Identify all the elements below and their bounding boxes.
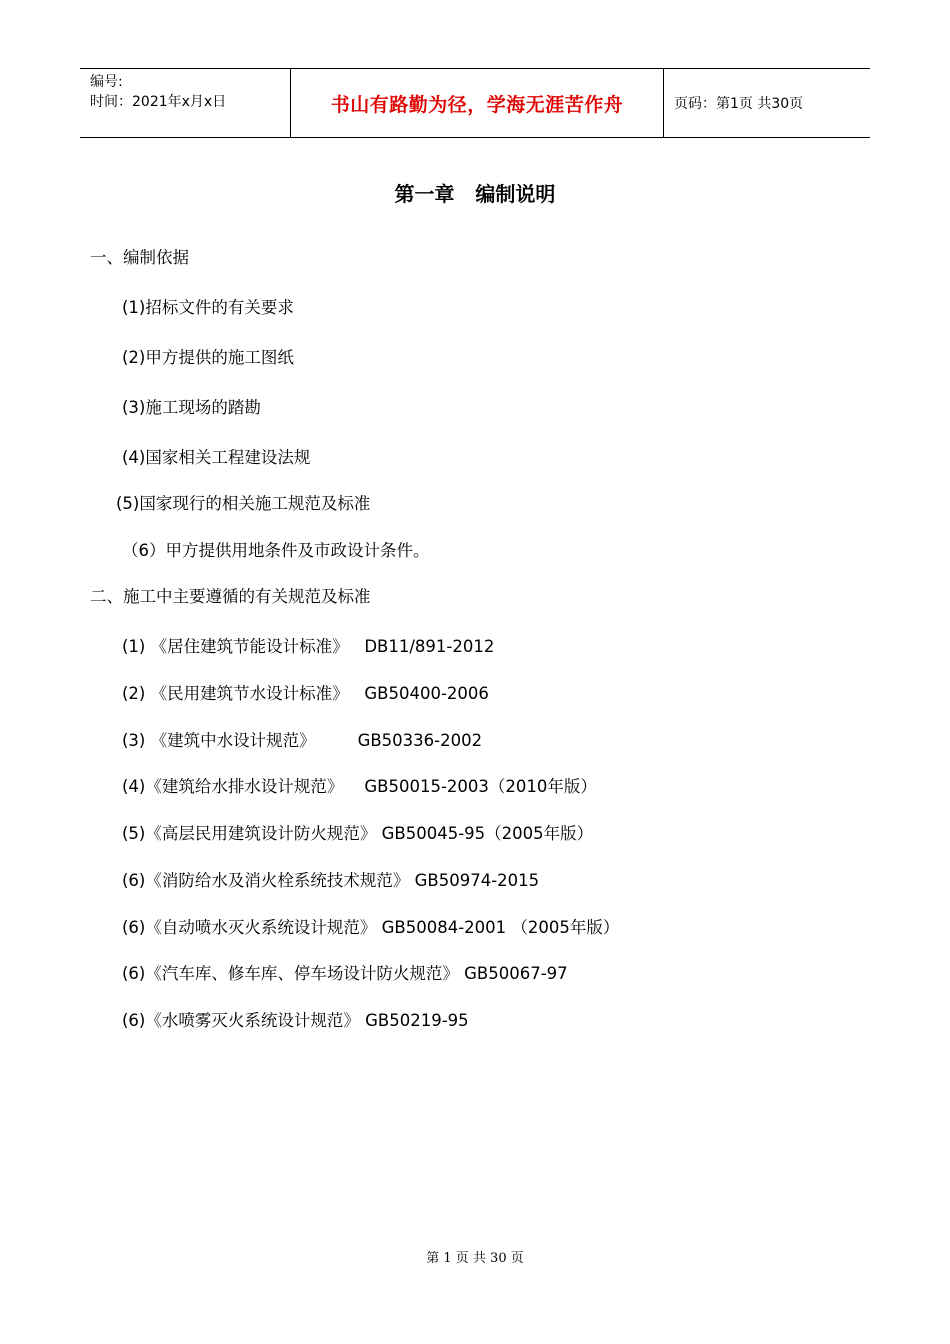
- header-page-info: 页码：第1页 共30页: [674, 96, 804, 112]
- section-heading-basis: 一、编制依据: [90, 248, 189, 267]
- standard-item: (2) 《民用建筑节水设计标准》 GB50400-2006: [122, 684, 489, 703]
- date-line: 时间：2021年x月x日: [90, 94, 227, 110]
- standard-item: (3) 《建筑中水设计规范》 GB50336-2002: [122, 731, 483, 750]
- standard-item: (4)《建筑给水排水设计规范》 GB50015-2003（2010年版）: [122, 777, 597, 796]
- basis-item: （6）甲方提供用地条件及市政设计条件。: [122, 541, 430, 560]
- basis-item: (1)招标文件的有关要求: [122, 298, 294, 317]
- header-left-cell: [80, 69, 291, 137]
- header-motto: 书山有路勤为径，学海无涯苦作舟: [291, 69, 664, 137]
- section-heading-standards: 二、施工中主要遵循的有关规范及标准: [90, 587, 371, 606]
- standard-item: (5)《高层民用建筑设计防火规范》 GB50045-95（2005年版）: [122, 824, 594, 843]
- standard-item: (6)《自动喷水灭火系统设计规范》 GB50084-2001 （2005年版）: [122, 918, 620, 937]
- standard-item: (1) 《居住建筑节能设计标准》 DB11/891-2012: [122, 637, 495, 656]
- basis-item: (4)国家相关工程建设法规: [122, 448, 311, 467]
- basis-item: (2)甲方提供的施工图纸: [122, 348, 294, 367]
- page-header: [80, 68, 870, 138]
- standard-item: (6)《消防给水及消火栓系统技术规范》 GB50974-2015: [122, 871, 540, 890]
- basis-item: (3)施工现场的踏勘: [122, 398, 261, 417]
- chapter-title: 第一章 编制说明: [394, 182, 556, 206]
- standard-item: (6)《汽车库、修车库、停车场设计防火规范》 GB50067-97: [122, 964, 568, 983]
- basis-item: (5)国家现行的相关施工规范及标准: [116, 494, 371, 513]
- number-label: 编号:: [90, 74, 123, 90]
- page-footer: 第 1 页 共 30 页: [426, 1251, 524, 1266]
- standard-item: (6)《水喷雾灭火系统设计规范》 GB50219-95: [122, 1011, 469, 1030]
